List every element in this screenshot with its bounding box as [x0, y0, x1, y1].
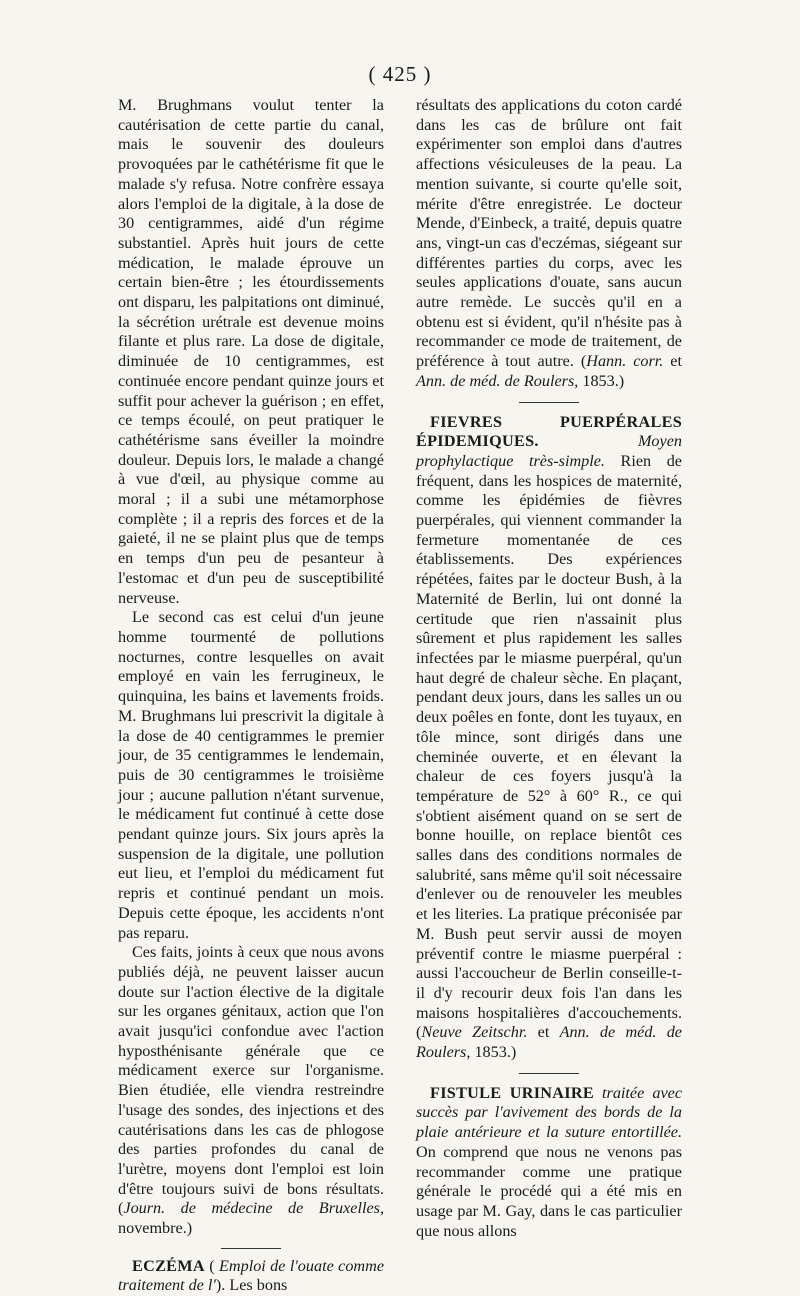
section-subtitle: Emploi de l'ouate comme traitement de l'	[118, 1256, 384, 1295]
left-column	[118, 96, 384, 1296]
paragraph-text: Rien de fréquent, dans les hospices de maternité, comme les épidémies de fièvres puerpérales, qui viennent commander la fermeture momentanée de ces établissements. Des expériences répétées, faites par le docteur Bush, à la Maternité de Berlin, lui ont donné la certitude que rien n'assainit plus sûrement et plus rapidement les salles infectées par le miasme puerpéral, qu'un haut degré de chaleur sèche. En plaçant, pendant deux jours, dans les salles un ou deux poêles en fonte, dont les tuyaux, en tôle mince, sont dirigés dans une cheminée ouverte, et en élevant la chaleur de ces foyers jusqu'à la température de 52° à 60° R., ce qui s'obtient aisément quand on se sert de bonne houille, on replace bientôt ces salles dans des conditions normales de salubrité, sans même qu'il soit nécessaire d'enlever ou de renouveler les meubles et les literies. La pratique préconisée par M. Bush peut servir aussi de moyen préventif contre le miasme puerpéral : aussi l'accoucheur de Berlin conseille-t-il d'y recourir deux fois l'an dans les maisons hospitalières d'accouchements. (	[416, 451, 682, 1042]
right-column	[416, 96, 682, 1241]
paragraph-text: , 1853.)	[574, 371, 625, 390]
article-fievres	[416, 413, 682, 1063]
source-citation: Ann. de méd. de Roulers	[416, 371, 575, 390]
paragraph	[118, 943, 384, 1239]
source-citation: Ann. de méd. de Roulers	[416, 1023, 682, 1062]
paragraph-text: , 1853.)	[466, 1043, 517, 1062]
paragraph-text: (	[204, 1256, 220, 1275]
article-fistule	[416, 1084, 682, 1242]
paragraph-text: , novembre.)	[118, 1199, 384, 1238]
paragraph: Le second cas est celui d'un jeune homme tourmenté de pollutions nocturnes, contre lesquelles on avait employé en vain les ferrugineux, le quinquina, les bains et lavements froids. M. Brughmans lui prescrivit la digitale à la dose de 40 centigrammes le premier jour, de 35 centigrammes le lendemain, puis de 30 centigrammes le troisième jour ; aucune pallution n'étant survenue, le médicament fut continué à cette dose pendant quinze jours. Six jours après la suspension de la digitale, une pollution eut lieu, et l'emploi du médicament fut repris et continué pendant un mois. Depuis cette époque, les accidents n'ont pas reparu.	[118, 608, 384, 942]
section-subtitle: Moyen prophylactique très-simple.	[416, 432, 682, 470]
paragraph-text: ). Les bons	[215, 1276, 288, 1295]
paragraph-text: et	[663, 352, 682, 371]
paragraph-text: On comprend que nous ne venons pas recommander comme une pratique générale le procédé qui a été mis en usage par M. Gay, dans le cas particulier que nous allons	[416, 1142, 682, 1240]
source-citation: Journ. de médecine de Bruxelles	[123, 1199, 380, 1218]
section-heading: FISTULE URINAIRE	[430, 1083, 594, 1102]
paragraph-text: Ces faits, joints à ceux que nous avons publiés déjà, ne peuvent laisser aucun doute sur l'action élective de la digitale sur les organes génitaux, action que l'on avait jusqu'ici confondue avec l'action hyposthénisante générale que ce médicament exerce sur l'organisme. Bien étudiée, elle viendra restreindre l'usage des sondes, des injections et des cautérisations dans les cas de phlogose des parties profondes du canal de l'urètre, moyens dont l'emploi est loin d'être toujours suivi de bons résultats. (	[118, 943, 384, 1218]
page-number: ( 425 )	[368, 62, 432, 86]
section-heading: FIEVRES PUERPÉRALES ÉPIDEMIQUES.	[416, 412, 682, 451]
section-subtitle: traitée avec succès par l'avivement des bords de la plaie antérieure et la suture entortillée.	[416, 1083, 683, 1142]
paragraph-text: résultats des applications du coton cardé dans les cas de brûlure ont fait expérimenter son emploi dans d'autres affections vésiculeuses de la peau. La mention suivante, si courte qu'elle soit, mérite d'être enregistrée. Le docteur Mende, d'Einbeck, a traité, depuis quatre ans, vingt-un cas d'eczémas, siégeant sur différentes parties du corps, avec les seules applications d'ouate, sans aucun autre remède. Le succès qu'il en a obtenu est si évident, qu'il n'hésite pas à recommander ce mode de traitement, de préférence à tout autre. (	[416, 96, 682, 371]
paragraph	[416, 96, 682, 392]
section-divider	[519, 402, 579, 403]
section-divider	[519, 1073, 579, 1074]
source-citation: Hann. corr.	[586, 352, 664, 371]
source-citation: Neuve Zeitschr.	[421, 1023, 528, 1042]
section-divider	[221, 1248, 281, 1249]
paragraph-text: et	[527, 1023, 560, 1042]
section-heading: ECZÉMA	[132, 1256, 205, 1275]
paragraph: M. Brughmans voulut tenter la cautérisation de cette partie du canal, mais le souvenir des douleurs provoquées par le cathétérisme fit que le malade s'y refusa. Notre confrère essaya alors l'emploi de la digitale, à la dose de 30 centigrammes, aidé d'un régime substantiel. Après huit jours de cette médication, le malade éprouve un certain bien-être ; les étourdissements ont disparu, les palpitations ont diminué, la sécrétion urétrale est devenue moins filante et plus rare. La dose de digitale, diminuée de 10 centigrammes, est continuée encore pendant quinze jours et suffit pour achever la guérison ; en effet, ce temps écoulé, on peut pratiquer le cathétérisme sans éveiller la moindre douleur. Depuis lors, le malade a changé à vue d'œil, au physique comme au moral ; il a subi une métamorphose complète ; il a repris des forces et de la gaieté, il ne se plaint plus que de temps en temps d'un peu de pesanteur à l'estomac et d'un peu de susceptibilité nerveuse.	[118, 96, 384, 607]
article-eczema	[118, 1257, 384, 1296]
